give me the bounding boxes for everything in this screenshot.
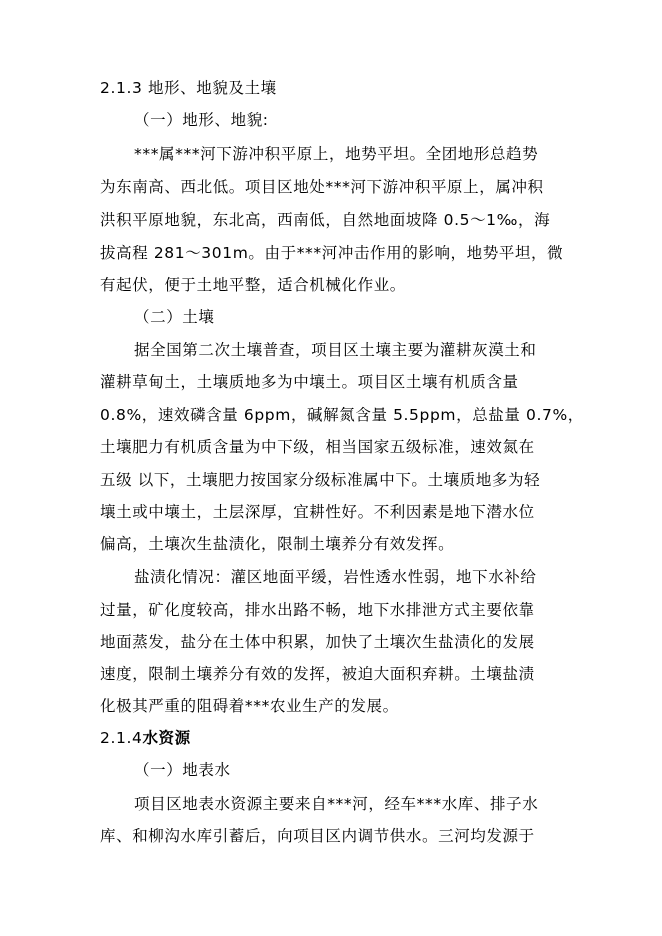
paragraph-line: 地面蒸发，盐分在土体中积累，加快了土壤次生盐渍化的发展 [100,633,535,651]
paragraph-line: 为东南高、西北低。项目区地处***河下游冲积平原上，属冲积 [100,178,544,196]
paragraph-line: 有起伏，便于土地平整，适合机械化作业。 [100,276,406,294]
paragraph-line: 灌耕草甸土，土壤质地多为中壤土。项目区土壤有机质含量 [100,373,519,391]
paragraph-line: 土壤肥力有机质含量为中下级，相当国家五级标准，速效氮在 [100,438,535,456]
paragraph-line: 项目区地表水资源主要来自***河，经车***水库、排子水 [134,795,539,813]
subsection-title-soil: （二）土壤 [134,308,215,326]
paragraph-line: 库、和柳沟水库引蓄后，向项目区内调节供水。三河均发源于 [100,827,535,845]
paragraph-line: 壤土或中壤土，土层深厚，宜耕性好。不利因素是地下潜水位 [100,503,535,521]
paragraph-line: 速度，限制土壤养分有效的发挥，被迫大面积弃耕。土壤盐渍 [100,665,535,683]
paragraph-line: 0.8%，速效磷含量 6ppm，碱解氮含量 5.5ppm，总盐量 0.7%， [100,406,584,424]
paragraph-line: ***属***河下游冲积平原上，地势平坦。全团地形总趋势 [134,145,539,163]
subsection-title-terrain: （一）地形、地貌: [134,111,269,129]
paragraph-line: 五级 以下，土壤肥力按国家分级标准属中下。土壤质地多为轻 [100,471,541,489]
section-heading-2-1-3: 2.1.3 地形、地貌及土壤 [100,79,277,97]
section-heading-2-1-4 [100,728,191,748]
paragraph-line: 据全国第二次土壤普查，项目区土壤主要为灌耕灰漠土和 [134,341,537,359]
paragraph-line: 化极其严重的阻碍着***农业生产的发展。 [100,697,399,715]
paragraph-line: 洪积平原地貌，东北高，西南低，自然地面坡降 0.5～1‰，海 [100,211,551,229]
subsection-title-surface-water: （一）地表水 [134,761,231,779]
paragraph-line: 盐渍化情况：灌区地面平缓，岩性透水性弱，地下水补给 [134,568,537,586]
paragraph-line: 拔高程 281～301m。由于***河冲击作用的影响，地势平坦，微 [100,244,564,262]
paragraph-line: 过量，矿化度较高，排水出路不畅，地下水排泄方式主要依靠 [100,601,535,619]
paragraph-line: 偏高，土壤次生盐渍化，限制土壤养分有效发挥。 [100,535,455,553]
section-heading-number: 2.1.4 [100,729,143,747]
section-heading-text: 水资源 [142,729,191,747]
